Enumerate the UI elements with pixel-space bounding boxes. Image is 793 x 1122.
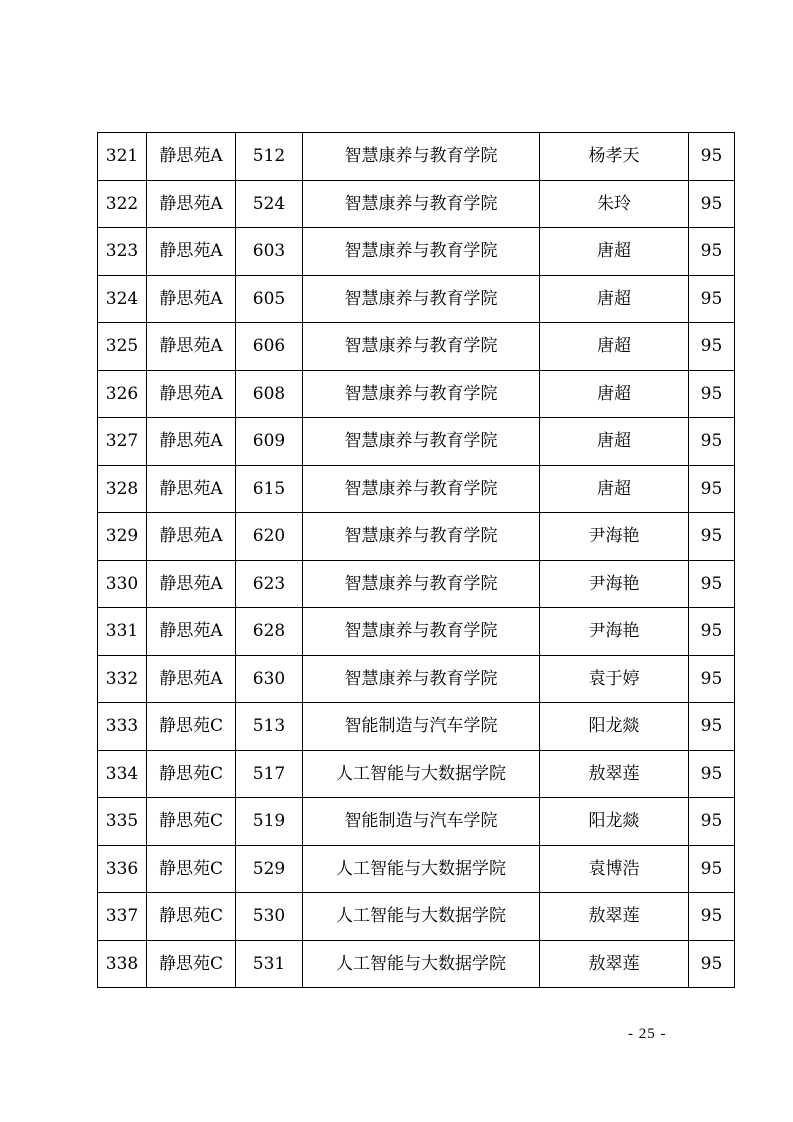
score-cell: 95 <box>689 608 735 656</box>
row-number-cell: 331 <box>98 608 147 656</box>
table-row <box>98 940 735 988</box>
building-cell: 静思苑A <box>147 370 236 418</box>
building-cell: 静思苑C <box>147 940 236 988</box>
building-cell: 静思苑A <box>147 418 236 466</box>
responsible-person-cell: 唐超 <box>540 323 689 371</box>
room-number-cell: 530 <box>236 893 303 941</box>
responsible-person-cell: 阳龙燚 <box>540 798 689 846</box>
room-number-cell: 529 <box>236 845 303 893</box>
row-number-cell: 338 <box>98 940 147 988</box>
row-number-cell: 324 <box>98 275 147 323</box>
row-number-cell: 327 <box>98 418 147 466</box>
table-row <box>98 418 735 466</box>
score-cell: 95 <box>689 513 735 561</box>
responsible-person-cell: 敖翠莲 <box>540 893 689 941</box>
responsible-person-cell: 杨孝天 <box>540 133 689 181</box>
college-cell: 智能制造与汽车学院 <box>303 703 540 751</box>
score-cell: 95 <box>689 560 735 608</box>
row-number-cell: 337 <box>98 893 147 941</box>
building-cell: 静思苑C <box>147 750 236 798</box>
building-cell: 静思苑C <box>147 845 236 893</box>
room-number-cell: 620 <box>236 513 303 561</box>
table-row <box>98 893 735 941</box>
table-body <box>98 133 735 988</box>
college-cell: 人工智能与大数据学院 <box>303 940 540 988</box>
room-number-cell: 519 <box>236 798 303 846</box>
page-number: - 25 - <box>628 1026 667 1042</box>
table-row <box>98 513 735 561</box>
table-row <box>98 608 735 656</box>
table-row <box>98 798 735 846</box>
college-cell: 智慧康养与教育学院 <box>303 418 540 466</box>
room-number-cell: 512 <box>236 133 303 181</box>
row-number-cell: 334 <box>98 750 147 798</box>
room-number-cell: 628 <box>236 608 303 656</box>
room-number-cell: 608 <box>236 370 303 418</box>
row-number-cell: 332 <box>98 655 147 703</box>
responsible-person-cell: 尹海艳 <box>540 608 689 656</box>
row-number-cell: 325 <box>98 323 147 371</box>
college-cell: 智慧康养与教育学院 <box>303 370 540 418</box>
college-cell: 智慧康养与教育学院 <box>303 180 540 228</box>
room-number-cell: 603 <box>236 228 303 276</box>
row-number-cell: 326 <box>98 370 147 418</box>
college-cell: 智慧康养与教育学院 <box>303 275 540 323</box>
score-cell: 95 <box>689 798 735 846</box>
score-cell: 95 <box>689 845 735 893</box>
score-cell: 95 <box>689 750 735 798</box>
college-cell: 智慧康养与教育学院 <box>303 323 540 371</box>
responsible-person-cell: 敖翠莲 <box>540 940 689 988</box>
room-number-cell: 524 <box>236 180 303 228</box>
responsible-person-cell: 尹海艳 <box>540 560 689 608</box>
room-number-cell: 606 <box>236 323 303 371</box>
room-number-cell: 517 <box>236 750 303 798</box>
responsible-person-cell: 朱玲 <box>540 180 689 228</box>
score-cell: 95 <box>689 703 735 751</box>
college-cell: 智慧康养与教育学院 <box>303 608 540 656</box>
table-row <box>98 703 735 751</box>
college-cell: 人工智能与大数据学院 <box>303 750 540 798</box>
row-number-cell: 335 <box>98 798 147 846</box>
college-cell: 人工智能与大数据学院 <box>303 893 540 941</box>
building-cell: 静思苑C <box>147 703 236 751</box>
room-number-cell: 513 <box>236 703 303 751</box>
row-number-cell: 333 <box>98 703 147 751</box>
responsible-person-cell: 唐超 <box>540 275 689 323</box>
table-row <box>98 133 735 181</box>
building-cell: 静思苑A <box>147 133 236 181</box>
score-cell: 95 <box>689 133 735 181</box>
row-number-cell: 323 <box>98 228 147 276</box>
row-number-cell: 330 <box>98 560 147 608</box>
score-cell: 95 <box>689 940 735 988</box>
responsible-person-cell: 阳龙燚 <box>540 703 689 751</box>
room-number-cell: 623 <box>236 560 303 608</box>
score-cell: 95 <box>689 275 735 323</box>
room-number-cell: 615 <box>236 465 303 513</box>
responsible-person-cell: 唐超 <box>540 465 689 513</box>
building-cell: 静思苑A <box>147 560 236 608</box>
score-cell: 95 <box>689 228 735 276</box>
building-cell: 静思苑A <box>147 608 236 656</box>
building-cell: 静思苑C <box>147 893 236 941</box>
responsible-person-cell: 袁于婷 <box>540 655 689 703</box>
score-cell: 95 <box>689 418 735 466</box>
table-row <box>98 228 735 276</box>
building-cell: 静思苑A <box>147 323 236 371</box>
room-number-cell: 605 <box>236 275 303 323</box>
responsible-person-cell: 尹海艳 <box>540 513 689 561</box>
table-row <box>98 750 735 798</box>
score-cell: 95 <box>689 370 735 418</box>
building-cell: 静思苑A <box>147 275 236 323</box>
responsible-person-cell: 唐超 <box>540 418 689 466</box>
building-cell: 静思苑A <box>147 513 236 561</box>
table-row <box>98 845 735 893</box>
score-cell: 95 <box>689 465 735 513</box>
table-row <box>98 465 735 513</box>
score-cell: 95 <box>689 180 735 228</box>
building-cell: 静思苑A <box>147 465 236 513</box>
table-row <box>98 275 735 323</box>
college-cell: 智能制造与汽车学院 <box>303 798 540 846</box>
college-cell: 智慧康养与教育学院 <box>303 655 540 703</box>
score-cell: 95 <box>689 655 735 703</box>
college-cell: 智慧康养与教育学院 <box>303 133 540 181</box>
building-cell: 静思苑A <box>147 228 236 276</box>
dormitory-score-table <box>97 132 735 988</box>
table-row <box>98 560 735 608</box>
college-cell: 智慧康养与教育学院 <box>303 465 540 513</box>
college-cell: 智慧康养与教育学院 <box>303 560 540 608</box>
responsible-person-cell: 袁博浩 <box>540 845 689 893</box>
table-row <box>98 180 735 228</box>
row-number-cell: 328 <box>98 465 147 513</box>
college-cell: 人工智能与大数据学院 <box>303 845 540 893</box>
row-number-cell: 329 <box>98 513 147 561</box>
table-row <box>98 323 735 371</box>
row-number-cell: 321 <box>98 133 147 181</box>
college-cell: 智慧康养与教育学院 <box>303 513 540 561</box>
responsible-person-cell: 敖翠莲 <box>540 750 689 798</box>
room-number-cell: 609 <box>236 418 303 466</box>
row-number-cell: 322 <box>98 180 147 228</box>
responsible-person-cell: 唐超 <box>540 370 689 418</box>
room-number-cell: 531 <box>236 940 303 988</box>
score-cell: 95 <box>689 893 735 941</box>
college-cell: 智慧康养与教育学院 <box>303 228 540 276</box>
building-cell: 静思苑A <box>147 655 236 703</box>
building-cell: 静思苑A <box>147 180 236 228</box>
table-row <box>98 370 735 418</box>
score-cell: 95 <box>689 323 735 371</box>
responsible-person-cell: 唐超 <box>540 228 689 276</box>
row-number-cell: 336 <box>98 845 147 893</box>
table-row <box>98 655 735 703</box>
building-cell: 静思苑C <box>147 798 236 846</box>
room-number-cell: 630 <box>236 655 303 703</box>
